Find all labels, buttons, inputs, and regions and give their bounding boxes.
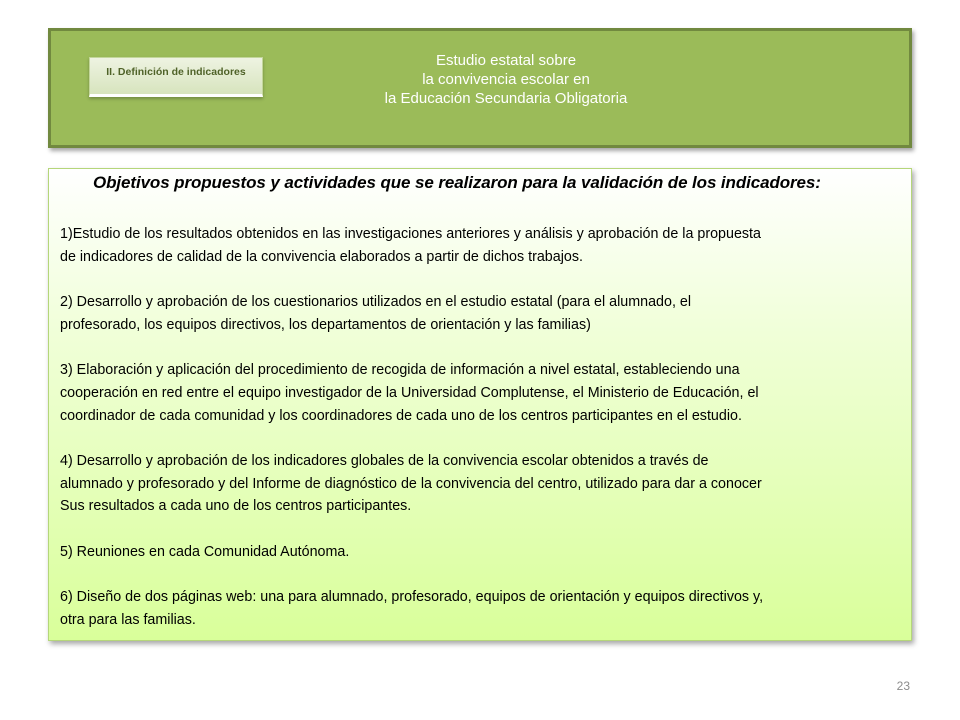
list-item-line: 1)Estudio de los resultados obtenidos en las investigaciones anteriores y análisis y aprobación de la propuesta	[60, 226, 761, 242]
page-number: 23	[896, 679, 910, 693]
content-box	[48, 168, 912, 641]
header-title	[321, 51, 691, 108]
section-tag: II. Definición de indicadores	[89, 57, 263, 97]
list-item-line: 2) Desarrollo y aprobación de los cuestionarios utilizados en el estudio estatal (para el alumnado, el	[60, 294, 692, 311]
list-item-line: 4) Desarrollo y aprobación de los indicadores globales de la convivencia escolar obtenidos a través de	[60, 452, 709, 469]
list-item-line: alumnado y profesorado y del Informe de diagnóstico de la convivencia del centro, utilizado para dar a conocer	[60, 475, 762, 492]
header-title-line: la convivencia escolar en	[422, 71, 590, 88]
list-item-line: coordinador de cada comunidad y los coordinadores de cada uno de los centros participantes en el estudio.	[60, 407, 742, 424]
list-item	[60, 450, 906, 518]
objectives-list	[60, 223, 906, 632]
list-item	[60, 359, 906, 427]
list-item-line: cooperación en red entre el equipo investigador de la Universidad Complutense, el Ministerio de Educación, el	[60, 384, 759, 401]
list-item	[60, 541, 906, 564]
list-item-line: 3) Elaboración y aplicación del procedimiento de recogida de información a nivel estatal, estableciendo una	[60, 362, 740, 379]
list-item-line: profesorado, los equipos directivos, los departamentos de orientación y las familias)	[60, 316, 591, 333]
list-item	[60, 291, 906, 336]
list-item	[60, 223, 906, 268]
header-banner	[48, 28, 912, 148]
list-item-line: 5) Reuniones en cada Comunidad Autónoma.	[60, 543, 350, 560]
list-item-line: 6) Diseño de dos páginas web: una para alumnado, profesorado, equipos de orientación y equipos directivos y,	[60, 589, 764, 606]
list-item	[60, 586, 906, 631]
list-item-line: de indicadores de calidad de la convivencia elaborados a partir de dichos trabajos.	[60, 248, 583, 265]
list-item-line: otra para las familias.	[60, 611, 196, 628]
header-title-line: Estudio estatal sobre	[435, 52, 577, 69]
header-title-line: la Educación Secundaria Obligatoria	[384, 90, 628, 107]
list-item-line: Sus resultados a cada uno de los centros participantes.	[60, 498, 412, 515]
objectives-heading: Objetivos propuestos y actividades que se realizaron para la validación de los indicadores:	[93, 173, 821, 192]
